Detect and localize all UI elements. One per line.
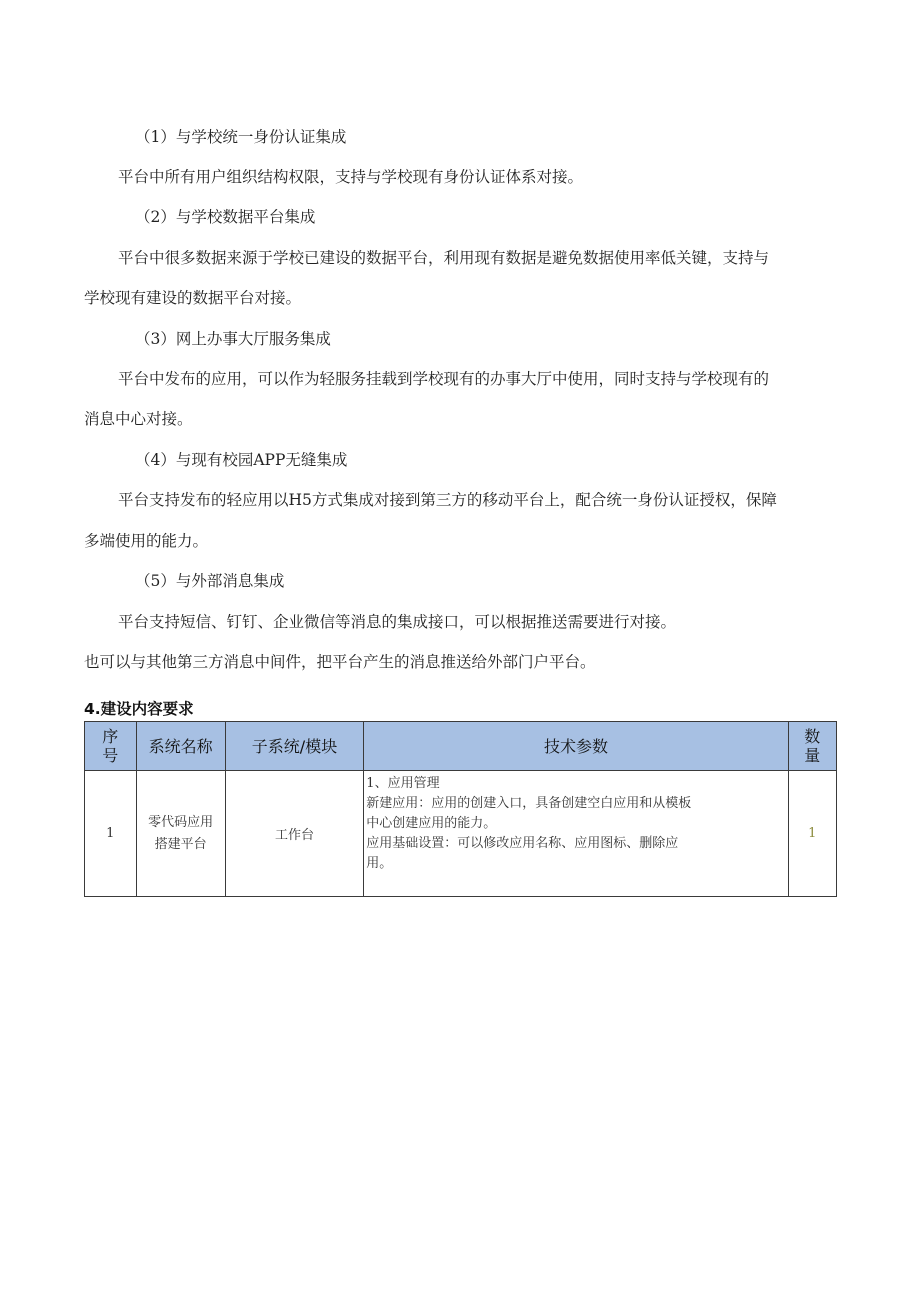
param-line-3: 中心创建应用的能力。 (366, 816, 497, 831)
section-title: 4.建设内容要求 (84, 700, 194, 718)
paragraph-4-line-2: 多端使用的能力。 (84, 532, 209, 550)
cell-tech-params (364, 771, 788, 897)
param-line-2: 新建应用：应用的创建入口，具备创建空白应用和从模板 (366, 796, 692, 811)
requirements-table (84, 721, 837, 897)
paragraph-5-line-2: 也可以与其他第三方消息中间件，把平台产生的消息推送给外部门户平台。 (84, 653, 596, 671)
paragraph-4-line-1: 平台支持发布的轻应用以H5方式集成对接到第三方的移动平台上，配合统一身份认证授权，保障 (118, 491, 777, 509)
subheading-5: （5）与外部消息集成 (135, 572, 285, 590)
table-row (85, 771, 837, 897)
subheading-1: （1）与学校统一身份认证集成 (135, 128, 347, 146)
paragraph-5-line-1: 平台支持短信、钉钉、企业微信等消息的集成接口，可以根据推送需要进行对接。 (118, 613, 677, 631)
header-quantity: 数量 (788, 722, 836, 771)
paragraph-3-line-2: 消息中心对接。 (84, 410, 193, 428)
table-header-row (85, 722, 837, 771)
cell-subsystem: 工作台 (225, 771, 364, 897)
header-seq: 序号 (85, 722, 137, 771)
subheading-4: （4）与现有校园APP无缝集成 (135, 451, 348, 469)
paragraph-1: 平台中所有用户组织结构权限，支持与学校现有身份认证体系对接。 (118, 168, 584, 186)
header-subsystem: 子系统/模块 (225, 722, 364, 771)
paragraph-2-line-1: 平台中很多数据来源于学校已建设的数据平台，利用现有数据是避免数据使用率低关键，支持与 (118, 249, 770, 267)
cell-quantity: 1 (788, 771, 836, 897)
cell-seq: 1 (85, 771, 137, 897)
header-tech-params: 技术参数 (364, 722, 788, 771)
subheading-2: （2）与学校数据平台集成 (135, 208, 316, 226)
paragraph-3-line-1: 平台中发布的应用，可以作为轻服务挂载到学校现有的办事大厅中使用，同时支持与学校现有的 (118, 370, 770, 388)
param-line-5: 用。 (366, 856, 393, 871)
cell-system-name: 零代码应用搭建平台 (136, 771, 225, 897)
param-line-1: 1、应用管理 (366, 776, 440, 791)
paragraph-2-line-2: 学校现有建设的数据平台对接。 (84, 289, 302, 307)
subheading-3: （3）网上办事大厅服务集成 (135, 330, 331, 348)
header-system-name: 系统名称 (136, 722, 225, 771)
param-line-4: 应用基础设置：可以修改应用名称、应用图标、删除应 (366, 836, 679, 851)
